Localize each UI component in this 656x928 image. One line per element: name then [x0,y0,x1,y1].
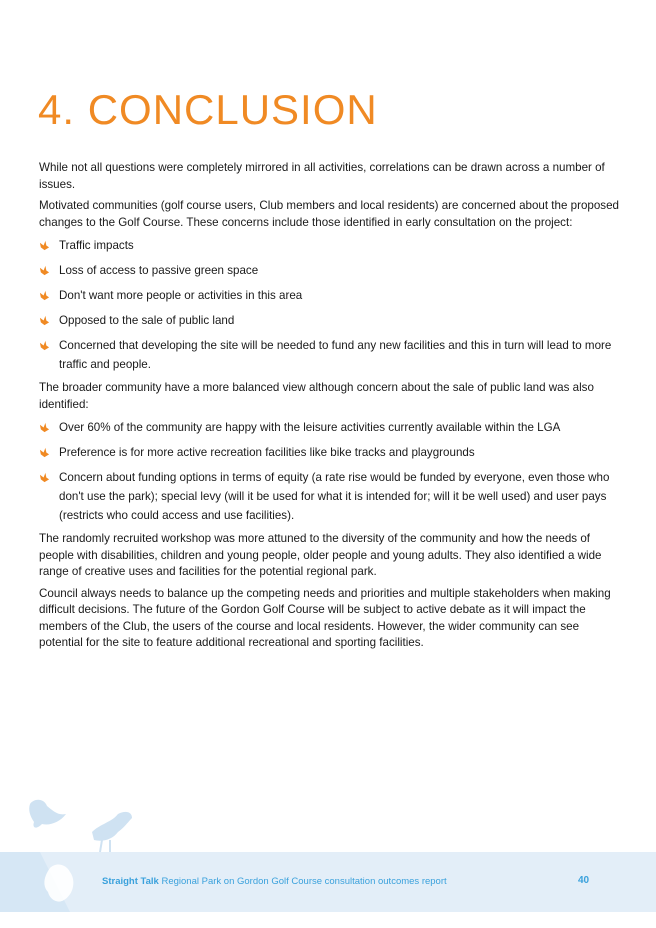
list-item [39,286,619,305]
list-item-text: Traffic impacts [59,239,134,252]
footer-report-title [102,876,447,887]
list-item [39,468,619,525]
list-item [39,236,619,255]
birds-decoration-icon [0,780,656,928]
broader-community-list [39,418,619,525]
list-item-text: Over 60% of the community are happy with the leisure activities currently available within the LGA [59,421,561,434]
list-item [39,336,619,374]
paragraph-workshop: The randomly recruited workshop was more attuned to the diversity of the community and how the needs of people with disabilities, children and young people, older people and young adults. They also identified a wide range of creative uses and facilities for the potential regional park. [39,532,602,578]
conclusion-body [39,160,619,657]
orange-bird-bullet-icon [39,315,50,326]
list-item [39,443,619,462]
paragraph-council: Council always needs to balance up the competing needs and priorities and multiple stakeholders when making difficult decisions. The future of the Gordon Golf Course will be subject to active debate as it will impact the members of the Club, the users of the course and local residents. However, the wider community can see potential for the site to feature additional recreational and sporting facilities. [39,586,611,649]
list-item [39,311,619,330]
page-title: 4. CONCLUSION [38,86,378,133]
concerns-list [39,236,619,374]
list-item-text: Loss of access to passive green space [59,264,259,277]
paragraph-intro: While not all questions were completely mirrored in all activities, correlations can be drawn across a number of issues. [39,161,605,191]
footer-brand: Straight Talk [102,876,159,887]
footer-report-name: Regional Park on Gordon Golf Course consultation outcomes report [158,876,447,887]
list-item [39,261,619,280]
list-item-text: Concern about funding options in terms of equity (a rate rise would be funded by everyone, even those who don't use the park); special levy (will it be used for what it is intended for; will it be well used) and user pays (restricts who could access and use facilities). [59,471,610,522]
orange-bird-bullet-icon [39,472,50,483]
paragraph-motivated-communities: Motivated communities (golf course users, Club members and local residents) are concerned about the proposed changes to the Golf Course. These concerns include those identified in early consultation on the project: [39,199,619,229]
list-item-text: Opposed to the sale of public land [59,314,235,327]
list-item-text: Preference is for more active recreation facilities like bike tracks and playgrounds [59,446,475,459]
list-item-text: Don't want more people or activities in this area [59,289,303,302]
orange-bird-bullet-icon [39,265,50,276]
orange-bird-bullet-icon [39,422,50,433]
list-item-text: Concerned that developing the site will be needed to fund any new facilities and this in turn will lead to more traffic and people. [59,339,612,371]
orange-bird-bullet-icon [39,240,50,251]
list-item [39,418,619,437]
orange-bird-bullet-icon [39,290,50,301]
orange-bird-bullet-icon [39,340,50,351]
paragraph-broader-community: The broader community have a more balanced view although concern about the sale of public land was also identified: [39,381,594,411]
orange-bird-bullet-icon [39,447,50,458]
page-number: 40 [578,875,590,886]
